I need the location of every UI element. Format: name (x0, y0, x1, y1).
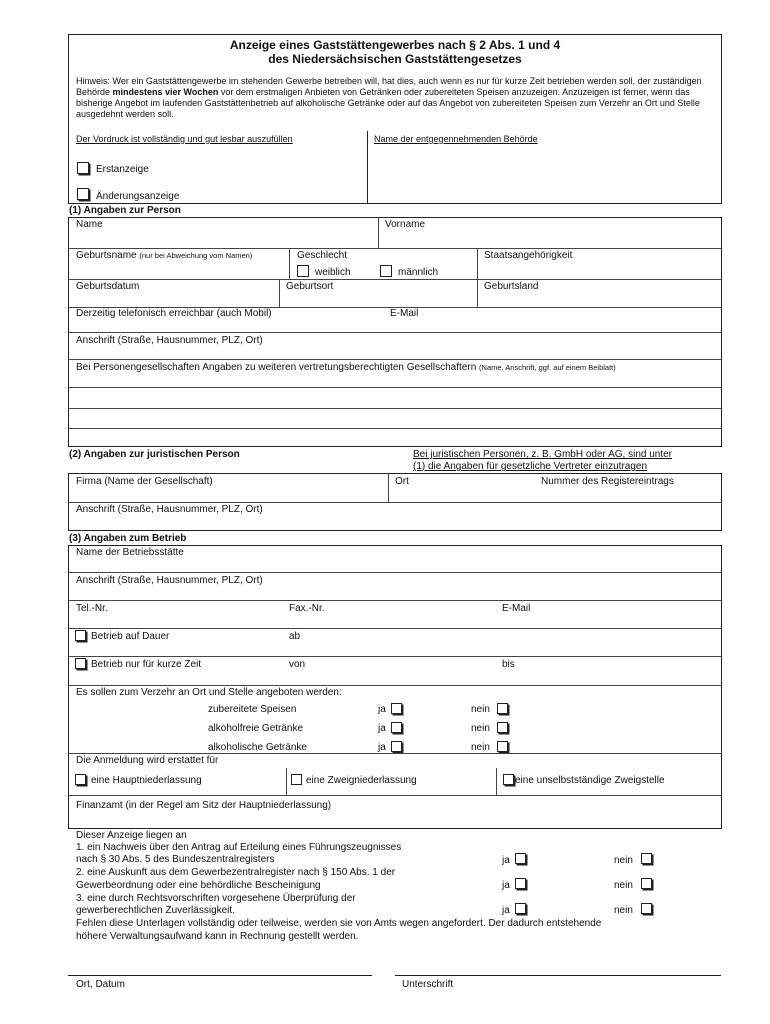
von-label: von (289, 659, 306, 670)
betrieb-email-label: E-Mail (502, 603, 531, 614)
divider (68, 502, 722, 503)
vorname-label: Vorname (385, 219, 426, 230)
attach-line2: 1. ein Nachweis über den Antrag auf Erteilung eines Führungszeugnisses (76, 842, 402, 853)
alkoholfrei-nein-label: nein (471, 723, 490, 734)
gzr-ja-checkbox[interactable] (515, 878, 526, 889)
hint-text (76, 76, 716, 120)
haupt-checkbox[interactable] (75, 774, 86, 785)
section3-title: (3) Angaben zum Betrieb (69, 533, 187, 544)
name-label: Name (76, 219, 103, 230)
juristisch-anschrift-label: Anschrift (Straße, Hausnummer, PLZ, Ort) (76, 504, 263, 515)
divider (68, 685, 722, 686)
dauer-label: Betrieb auf Dauer (91, 631, 170, 642)
speisen-ja-checkbox[interactable] (391, 703, 402, 714)
divider (68, 656, 722, 657)
attach-line1: Dieser Anzeige liegen an (76, 830, 187, 841)
fz-nein-label: nein (614, 855, 633, 866)
speisen-ja-label: ja (378, 704, 386, 715)
divider (496, 768, 497, 795)
form-title-line2: des Niedersächsischen Gaststättengesetzes (268, 52, 522, 66)
unselbst-label: eine unselbstständige Zweigstelle (515, 775, 665, 786)
tel-label: Tel.-Nr. (76, 603, 108, 614)
fax-label: Fax.-Nr. (289, 603, 325, 614)
alkoholfrei-ja-label: ja (378, 723, 386, 734)
divider (286, 768, 287, 795)
alkoholfrei-label: alkoholfreie Getränke (208, 723, 304, 734)
divider (68, 332, 722, 333)
gesellschafter-label (76, 362, 616, 374)
maennlich-checkbox[interactable] (380, 265, 392, 277)
attach-line7: gewerberechtlichen Zuverlässigkeit. (76, 905, 235, 916)
divider (378, 217, 379, 248)
verzehr-label: Es sollen zum Verzehr an Ort und Stelle angeboten werden: (76, 687, 342, 698)
fz-ja-checkbox[interactable] (515, 853, 526, 864)
speisen-nein-label: nein (471, 704, 490, 715)
gesellschafter-text: Bei Personengesellschaften Angaben zu weiteren vertretungsberechtigten Gesellschaftern (76, 362, 477, 373)
unselbst-checkbox[interactable] (503, 774, 514, 785)
form-title-line1: Anzeige eines Gaststättengewerbes nach § 2 Abs. 1 und 4 (229, 38, 561, 52)
divider (68, 408, 722, 409)
vordruck-note: Der Vordruck ist vollständig und gut lesbar auszufüllen (76, 134, 293, 144)
ort-label: Ort (395, 476, 409, 487)
dauer-checkbox[interactable] (75, 630, 86, 641)
betrieb-anschrift-label: Anschrift (Straße, Hausnummer, PLZ, Ort) (76, 575, 263, 586)
alkoholisch-nein-checkbox[interactable] (497, 741, 508, 752)
register-label: Nummer des Registereintrags (541, 476, 674, 487)
gzr-ja-label: ja (502, 880, 510, 891)
alkoholfrei-ja-checkbox[interactable] (391, 722, 402, 733)
behoerde-label: Name der entgegennehmenden Behörde (374, 134, 538, 144)
divider (68, 428, 722, 429)
haupt-label: eine Hauptniederlassung (91, 775, 202, 786)
divider (68, 359, 722, 360)
divider (68, 795, 722, 796)
zweig-checkbox[interactable] (291, 774, 302, 785)
gesellschafter-note: (Name, Anschrift, ggf. auf einem Beiblatt) (479, 363, 616, 372)
speisen-label: zubereitete Speisen (208, 704, 297, 715)
aenderungsanzeige-checkbox[interactable] (77, 188, 89, 200)
divider (68, 387, 722, 388)
ort-datum-label: Ort, Datum (76, 979, 125, 990)
firma-label: Firma (Name der Gesellschaft) (76, 476, 213, 487)
attach-line4: 2. eine Auskunft aus dem Gewerbezentralregister nach § 150 Abs. 1 der (76, 867, 396, 878)
kurz-checkbox[interactable] (75, 658, 86, 669)
speisen-nein-checkbox[interactable] (497, 703, 508, 714)
weiblich-label: weiblich (315, 267, 351, 278)
maennlich-label: männlich (398, 267, 439, 278)
fz-nein-checkbox[interactable] (641, 853, 652, 864)
attach-line3: nach § 30 Abs. 5 des Bundeszentralregisters (76, 854, 275, 865)
geschlecht-label: Geschlecht (297, 250, 348, 261)
weiblich-checkbox[interactable] (297, 265, 309, 277)
divider (289, 248, 290, 279)
staatsangehoerigkeit-label: Staatsangehörigkeit (484, 250, 573, 261)
gzr-nein-checkbox[interactable] (641, 878, 652, 889)
section2-title: (2) Angaben zur juristischen Person (69, 449, 240, 460)
ab-label: ab (289, 631, 301, 642)
kurz-label: Betrieb nur für kurze Zeit (91, 659, 202, 670)
divider (279, 279, 280, 307)
hint-bold: mindestens vier Wochen (112, 87, 219, 97)
divider (68, 279, 722, 280)
divider (68, 753, 722, 754)
hint-part1: Hinweis: Wer ein Gaststättengewerbe im stehenden Gewerbe betreiben will, hat dies, auch wenn es nur für kurze Zeit betrieben werden soll, der zuständigen Behörde (76, 76, 702, 97)
anmeldung-label: Die Anmeldung wird erstattet für (76, 755, 219, 766)
alkoholisch-ja-label: ja (378, 742, 386, 753)
geburtsname-text: Geburtsname (76, 250, 137, 261)
section2-note-line1: Bei juristischen Personen, z. B. GmbH oder AG, sind unter (413, 449, 673, 460)
zuv-nein-checkbox[interactable] (641, 903, 652, 914)
zweig-label: eine Zweigniederlassung (306, 775, 417, 786)
unterschrift-line (395, 975, 721, 976)
attach-line6: 3. eine durch Rechtsvorschriften vorgesehene Überprüfung der (76, 893, 356, 904)
alkoholisch-nein-label: nein (471, 742, 490, 753)
geburtsname-label (76, 250, 252, 262)
divider (388, 473, 389, 502)
geburtsdatum-label: Geburtsdatum (76, 281, 140, 292)
section2-note-line2: (1) die Angaben für gesetzliche Vertreter einzutragen (413, 461, 648, 472)
unterschrift-label: Unterschrift (402, 979, 454, 990)
aenderungsanzeige-label: Änderungsanzeige (96, 191, 180, 202)
section1-title: (1) Angaben zur Person (69, 205, 181, 216)
geburtsland-label: Geburtsland (484, 281, 539, 292)
alkoholisch-label: alkoholische Getränke (208, 742, 307, 753)
zuv-ja-checkbox[interactable] (515, 903, 526, 914)
finanzamt-label: Finanzamt (in der Regel am Sitz der Hauptniederlassung) (76, 800, 332, 811)
erstanzeige-checkbox[interactable] (77, 162, 89, 174)
erstanzeige-label: Erstanzeige (96, 164, 149, 175)
attach-line8: Fehlen diese Unterlagen vollständig oder teilweise, werden sie von Amts wegen angefordert. Der dadurch entstehende (76, 918, 602, 929)
attach-line9: höhere Verwaltungsaufwand kann in Rechnung gestellt werden. (76, 931, 359, 942)
header-divider (367, 131, 368, 204)
betriebsstaette-label: Name der Betriebsstätte (76, 547, 184, 558)
geburtsname-note: (nur bei Abweichung vom Namen) (139, 251, 253, 260)
zuv-ja-label: ja (502, 905, 510, 916)
zuv-nein-label: nein (614, 905, 633, 916)
divider (477, 248, 478, 307)
person-anschrift-label: Anschrift (Straße, Hausnummer, PLZ, Ort) (76, 335, 263, 346)
geburtsort-label: Geburtsort (286, 281, 334, 292)
hint-part2: vor dem erstmaligen Anbieten von Getränken oder zubereiteten Speisen anzuzeigen. Anzuzeigen ist ferner, wenn das bisherige Angebot im laufenden Gaststättenbetrieb auf alkoholische Getränke oder auf das Angebot von zubereiteten Speisen zum Verzehr an Ort und Stelle ausgedehnt werden soll. (76, 87, 700, 119)
divider (68, 600, 722, 601)
attach-line5: Gewerbeordnung oder eine behördliche Bescheinigung (76, 880, 321, 891)
alkoholfrei-nein-checkbox[interactable] (497, 722, 508, 733)
telefon-label: Derzeitig telefonisch erreichbar (auch Mobil) (76, 308, 272, 319)
gzr-nein-label: nein (614, 880, 633, 891)
fz-ja-label: ja (502, 855, 510, 866)
bis-label: bis (502, 659, 515, 670)
person-email-label: E-Mail (390, 308, 419, 319)
alkoholisch-ja-checkbox[interactable] (391, 741, 402, 752)
divider (68, 248, 722, 249)
divider (68, 628, 722, 629)
divider (68, 572, 722, 573)
ort-datum-line (68, 975, 372, 976)
